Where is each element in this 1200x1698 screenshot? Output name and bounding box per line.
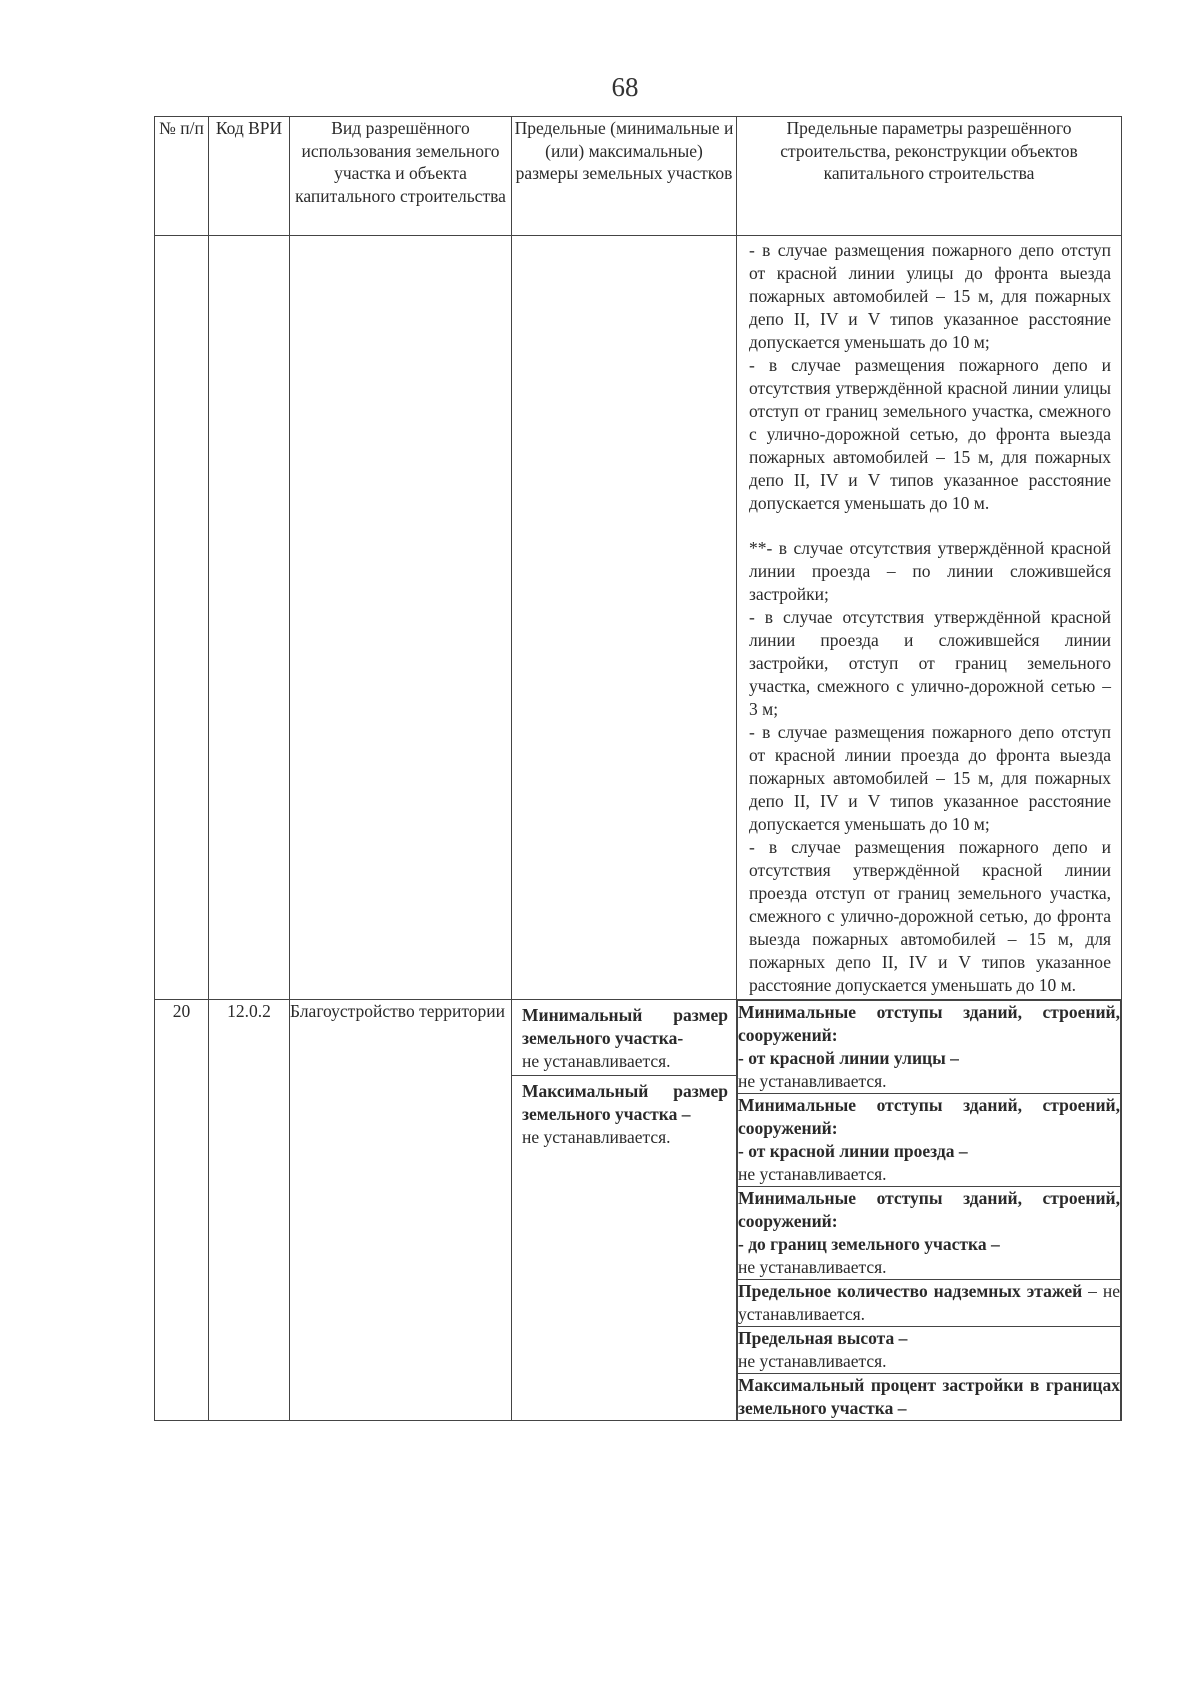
param-label: Предельная высота – — [738, 1328, 908, 1348]
header-code: Код ВРИ — [209, 117, 290, 236]
cell-vid-empty — [290, 236, 512, 1000]
param-paragraph: - в случае размещения пожарного депо отступ от красной линии улицы до фронта выезда пожарных автомобилей – 15 м, для пожарных депо II, IV и V типов указанное расстояние допускается уменьшать до 10 м; — [749, 240, 1111, 352]
table-row-20 — [155, 1000, 1122, 1421]
param-value: не устанавливается. — [738, 1257, 887, 1277]
param-label: Минимальные отступы зданий, строений, сооружений: — [738, 1095, 1120, 1138]
param-label: Предельное количество надземных этажей — [738, 1281, 1083, 1301]
cell-num-empty — [155, 236, 209, 1000]
table-header-row — [155, 117, 1122, 236]
param-value: не устанавливается. — [738, 1071, 887, 1091]
params-subtable — [737, 1000, 1121, 1420]
param-label: Минимальные отступы зданий, строений, сооружений: — [738, 1002, 1120, 1045]
param-paragraph: - в случае отсутствия утверждённой красной линии проезда и сложившейся линии застройки, отступ от границ земельного участка, смежного с улично-дорожной сетью – 3 м; — [749, 607, 1111, 719]
min-size-label: Минимальный размер земельного участка- — [522, 1005, 728, 1048]
max-size-value: не устанавливается. — [522, 1127, 671, 1147]
table-row-continued — [155, 236, 1122, 1000]
param-label: Минимальные отступы зданий, строений, сооружений: — [738, 1188, 1120, 1231]
max-size-block — [512, 1076, 736, 1149]
param-block — [738, 1374, 1121, 1421]
header-sizes: Предельные (минимальные и (или) максимальные) размеры земельных участков — [512, 117, 737, 236]
min-size-block — [512, 1000, 736, 1076]
page-number: 68 — [611, 72, 639, 102]
cell-code-empty — [209, 236, 290, 1000]
cell-params — [737, 1000, 1122, 1421]
param-paragraph: - в случае размещения пожарного депо отступ от красной линии проезда до фронта выезда пожарных автомобилей – 15 м, для пожарных депо II, IV и V типов указанное расстояние допускается уменьшать до 10 м; — [749, 722, 1111, 834]
param-label-detail: - от красной линии проезда – — [738, 1141, 968, 1161]
cell-code: 12.0.2 — [209, 1000, 290, 1421]
cell-num: 20 — [155, 1000, 209, 1421]
param-label-detail: - до границ земельного участка – — [738, 1234, 1000, 1254]
cell-sizes-empty — [512, 236, 737, 1000]
param-label-detail: - от красной линии улицы – — [738, 1048, 959, 1068]
param-block — [738, 1327, 1121, 1374]
param-paragraph: - в случае размещения пожарного депо и отсутствия утверждённой красной линии улицы отступ от границ земельного участка, смежного с улично-дорожной сетью, до фронта выезда пожарных автомобилей – 15 м, для пожарных депо II, IV и V типов указанное расстояние допускается уменьшать до 10 м. — [749, 355, 1111, 513]
cell-sizes — [512, 1000, 737, 1421]
param-paragraph: - в случае размещения пожарного депо и отсутствия утверждённой красной линии проезда отступ от границ земельного участка, смежного с улично-дорожной сетью, до фронта выезда пожарных автомобилей – 15 м, для пожарных депо II, IV и V типов указанное расстояние допускается уменьшать до 10 м. — [749, 837, 1111, 995]
header-params: Предельные параметры разрешённого строительства, реконструкции объектов капитального строительства — [737, 117, 1122, 236]
regulations-table — [154, 116, 1122, 1421]
param-value: не устанавливается. — [738, 1164, 887, 1184]
header-vid: Вид разрешённого использования земельного участка и объекта капитального строительства — [290, 117, 512, 236]
cell-params-continued — [737, 236, 1122, 1000]
max-size-label: Максимальный размер земельного участка – — [522, 1081, 728, 1124]
param-value: не устанавливается. — [738, 1351, 887, 1371]
param-block — [738, 1280, 1121, 1327]
param-value: – не устанавливается. — [738, 1281, 1120, 1324]
header-num: № п/п — [155, 117, 209, 236]
param-block — [738, 1187, 1121, 1280]
param-paragraph: **- в случае отсутствия утверждённой красной линии проезда – по линии сложившейся застройки; — [749, 538, 1111, 604]
cell-vid: Благоустройство территории — [290, 1000, 512, 1421]
param-label: Максимальный процент застройки в границах земельного участка – — [738, 1375, 1120, 1418]
param-block — [738, 1094, 1121, 1187]
param-block — [738, 1001, 1121, 1094]
min-size-value: не устанавливается. — [522, 1051, 671, 1071]
